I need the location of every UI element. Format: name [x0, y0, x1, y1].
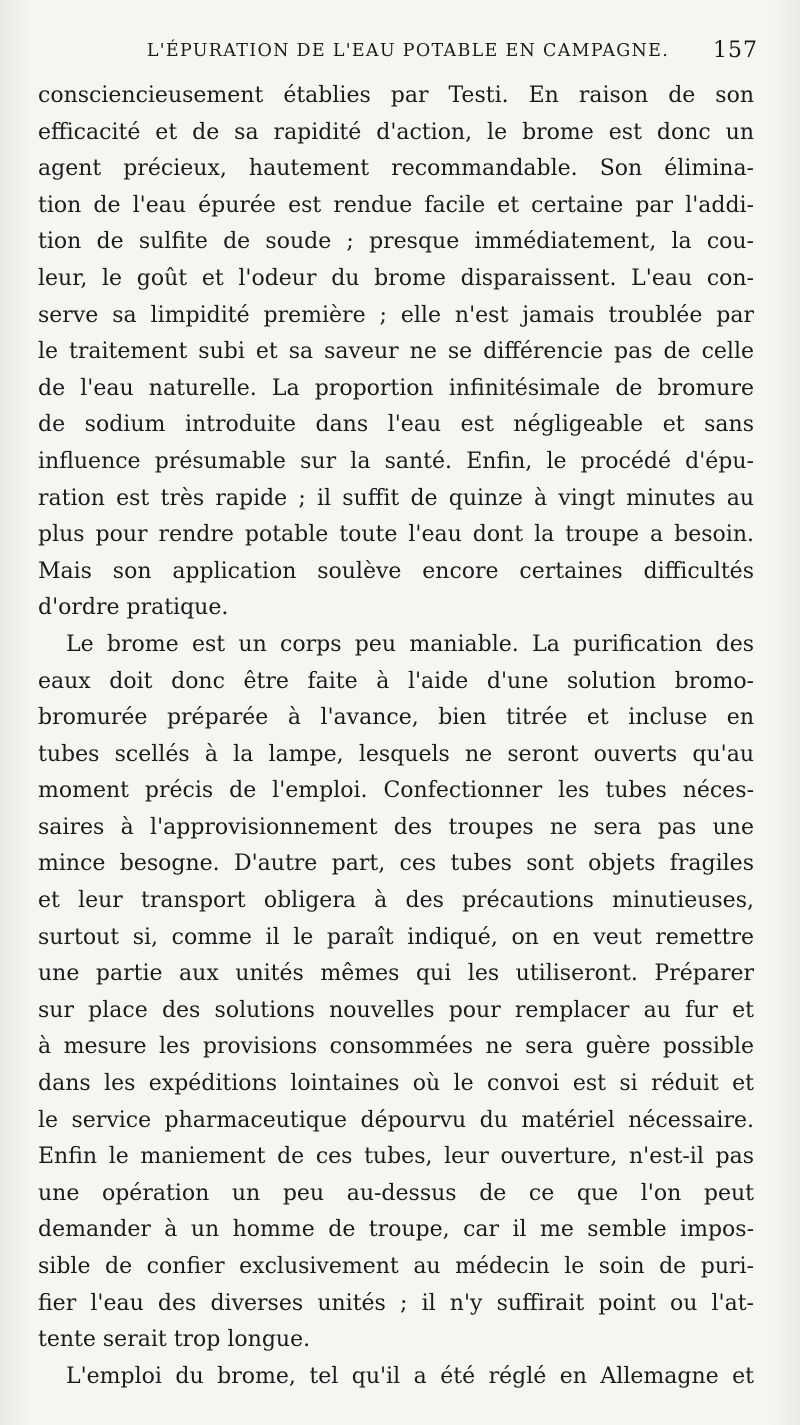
text-line: fier l'eau des diverses unités ; il n'y suffirait point ou l'at-	[38, 1290, 754, 1316]
text-line: de l'eau naturelle. La proportion infinitésimale de bromure	[38, 375, 754, 401]
text-line: Enfin le maniement de ces tubes, leur ouverture, n'est-il pas	[38, 1144, 754, 1170]
text-line: Mais son application soulève encore certaines difficultés	[38, 558, 754, 584]
text-line: agent précieux, hautement recommandable. Son élimina-	[38, 156, 754, 182]
text-line: à mesure les provisions consommées ne sera guère possible	[38, 1034, 754, 1060]
text-line: L'emploi du brome, tel qu'il a été réglé en Allemagne et	[66, 1363, 754, 1389]
text-line: le service pharmaceutique dépourvu du matériel nécessaire.	[38, 1107, 754, 1133]
text-line: surtout si, comme il le paraît indiqué, on en veut remettre	[38, 924, 754, 950]
text-line: sur place des solutions nouvelles pour remplacer au fur et	[38, 997, 754, 1023]
text-line: leur, le goût et l'odeur du brome disparaissent. L'eau con-	[38, 265, 754, 291]
page-number: 157	[713, 38, 758, 63]
text-line: mince besogne. D'autre part, ces tubes sont objets fragiles	[38, 851, 754, 877]
text-line: une partie aux unités mêmes qui les utiliseront. Préparer	[38, 961, 754, 987]
text-line: plus pour rendre potable toute l'eau dont la troupe a besoin.	[38, 522, 754, 548]
running-head	[36, 36, 758, 66]
text-line: dans les expéditions lointaines où le convoi est si réduit et	[38, 1071, 754, 1097]
text-line: tubes scellés à la lampe, lesquels ne seront ouverts qu'au	[38, 741, 754, 767]
text-line: tion de l'eau épurée est rendue facile et certaine par l'addi-	[38, 192, 754, 218]
body-text	[38, 78, 754, 1395]
text-line: serve sa limpidité première ; elle n'est jamais troublée par	[38, 302, 754, 328]
text-line: consciencieusement établies par Testi. En raison de son	[38, 83, 754, 108]
text-line: tion de sulfite de soude ; presque immédiatement, la cou-	[38, 229, 754, 255]
text-line: une opération un peu au-dessus de ce que l'on peut	[38, 1180, 754, 1206]
text-line: sible de confier exclusivement au médecin le soin de puri-	[38, 1254, 754, 1279]
text-line: Le brome est un corps peu maniable. La purification des	[66, 631, 754, 657]
text-line: eaux doit donc être faite à l'aide d'une solution bromo-	[38, 668, 754, 694]
text-line: influence présumable sur la santé. Enfin, le procédé d'épu-	[38, 448, 754, 474]
text-line: efficacité et de sa rapidité d'action, le brome est donc un	[38, 119, 754, 145]
text-line: bromurée préparée à l'avance, bien titrée et incluse en	[38, 705, 754, 731]
text-line: moment précis de l'emploi. Confectionner les tubes néces-	[38, 778, 754, 804]
text-line: ration est très rapide ; il suffit de quinze à vingt minutes au	[38, 485, 754, 511]
text-line: le traitement subi et sa saveur ne se différencie pas de celle	[38, 339, 754, 365]
text-line: et leur transport obligera à des précautions minutieuses,	[38, 888, 754, 914]
text-line: de sodium introduite dans l'eau est négligeable et sans	[38, 412, 754, 438]
text-line: tente serait trop longue.	[38, 1327, 311, 1353]
text-line: demander à un homme de troupe, car il me semble impos-	[38, 1217, 754, 1243]
text-line: d'ordre pratique.	[38, 595, 229, 621]
running-title: L'ÉPURATION DE L'EAU POTABLE EN CAMPAGNE.	[146, 41, 670, 61]
text-line: saires à l'approvisionnement des troupes ne sera pas une	[38, 814, 754, 840]
